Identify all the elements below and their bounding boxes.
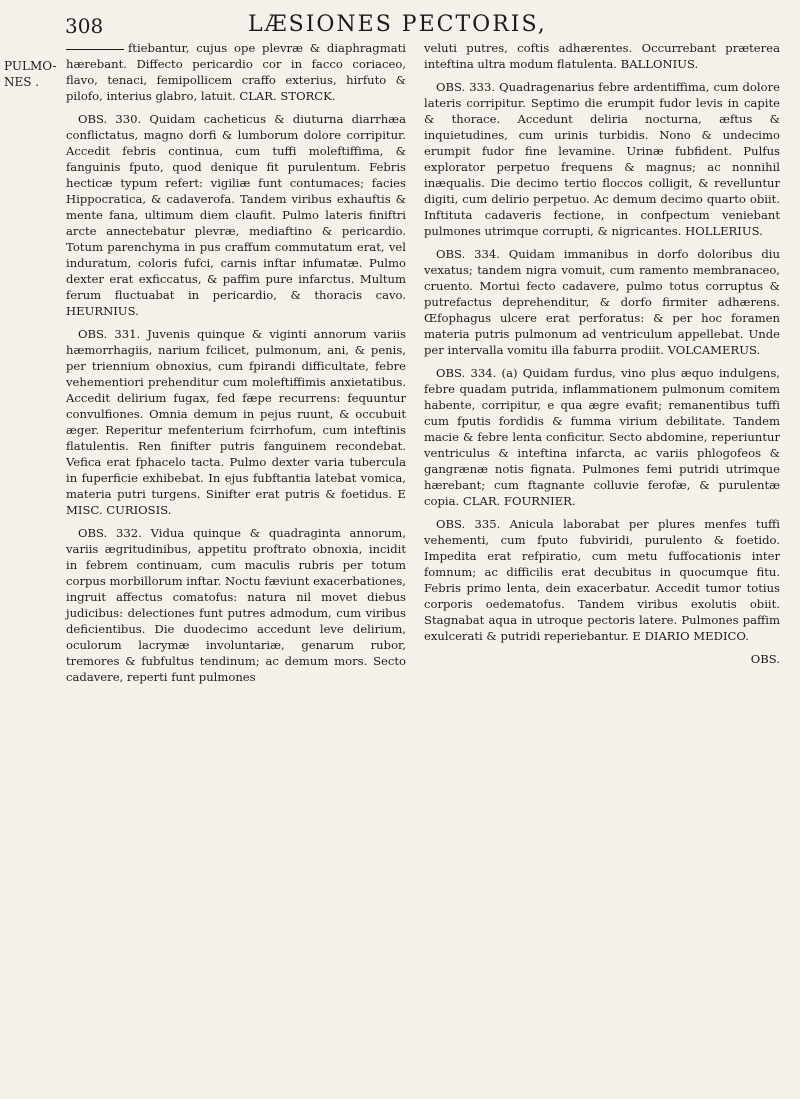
observation-330: OBS. 330. Quidam cacheticus & diuturna diarrhæa conflictatus, magno dorfi & lumborum dolore corripitur. Accedit febris continua, cum tuffi moleftiffima, & fanguinis fputo, quod denique fit purulentum. Febris hecticæ typum refert: vigiliæ funt contumaces; facies Hippocratica, & cadaverofa. Tandem viribus exhauftis & mente fana, ultimum diem claufit. Pulmo lateris finiftri arcte annectebatur plevræ, mediaftino & pericardio. Totum parenchyma in pus craffum commutatum erat, vel induratum, coloris fufci, carnis inftar infumatæ. Pulmo dexter erat exficcatus, & paffim pure infarctus. Multum ferum fluctuabat in pericardio, & thoracis cavo. HEURNIUS. — [66, 112, 406, 318]
paragraph-text: ftiebantur, cujus ope plevræ & diaphragmati hærebant. Diffecto pericardio cor in facco coriaceo, flavo, tenaci, femipollicem craffo exterius, hirfuto & pilofo, interius glabro, latuit. CLAR. STORCK. — [66, 41, 406, 103]
observation-333: OBS. 333. Quadragenarius febre ardentiffima, cum dolore lateris corripitur. Septimo die erumpit fudor levis in capite & thorace. Accedunt deliria nocturna, æftus & inquietudines, cum urinis turbidis. Nono & undecimo erumpit fudor fine levamine. Urinæ fubfident. Pulfus explorator perpetuo frequens & magnus; ac nonnihil inæqualis. Die decimo tertio floccos colligit, & revelluntur digiti, cum delirio perpetuo. Ac demum decimo quarto obiit. Inftituta cadaveris fectione, in confpectum veniebant pulmones utrimque corrupti, & nigricantes. HOLLERIUS. — [424, 80, 780, 238]
margin-note — [4, 58, 57, 90]
page-number: 308 — [65, 14, 104, 38]
continued-paragraph: veluti putres, coftis adhærentes. Occurrebant præterea inteftina ultra modum flatulenta. BALLONIUS. — [424, 41, 780, 71]
catchword: OBS. — [750, 652, 780, 666]
continued-paragraph — [66, 40, 406, 104]
margin-note-line: PULMO- — [4, 59, 57, 73]
page-header — [0, 8, 800, 44]
observation-335: OBS. 335. Anicula laborabat per plures menfes tuffi vehementi, cum fputo fubviridi, purulento & foetido. Impedita erat refpiratio, cum metu fuffocationis inter fomnum; ac difficilis erat decubitus in quocumque fitu. Febris primo lenta, dein exacerbatur. Accedit tumor totius corporis oedematofus. Tandem viribus exolutis obiit. Stagnabat aqua in utroque pectoris latere. Pulmones paffim exulcerati & putridi reperiebantur. E DIARIO MEDICO. — [424, 517, 780, 643]
running-head: LÆSIONES PECTORIS, — [248, 12, 547, 37]
observation-332: OBS. 332. Vidua quinque & quadraginta annorum, variis ægritudinibus, appetitu proftrato obnoxia, incidit in febrem continuam, cum maculis rubris per totum corpus morbillorum inftar. Noctu fæviunt exacerbationes, ingruit affectus comatofus: natura nil movet diebus judicibus: delectiones funt putres admodum, cum viribus deficientibus. Die duodecimo accedunt leve delirium, oculorum lacrymæ involuntariæ, genarum rubor, tremores & fubfultus tendinum; ac demum mors. Secto cadavere, reperti funt pulmones — [66, 526, 406, 684]
margin-note-line: NES . — [4, 75, 40, 89]
observation-334a: OBS. 334. (a) Quidam furdus, vino plus æquo indulgens, febre quadam putrida, inflammationem pulmonum comitem habente, corripitur, e qua ægre evafit; remanentibus tuffi cum fputis fordidis & fumma virium debilitate. Tandem macie & febre lenta conficitur. Secto abdomine, reperiuntur ventriculus & inteftina infarcta, ac variis phlogofeos & gangrænæ notis fignata. Pulmones femi putridi utrimque hærebant; cum ftagnante colluvie ferofæ, & purulentæ copia. CLAR. FOURNIER. — [424, 366, 780, 508]
observation-331: OBS. 331. Juvenis quinque & viginti annorum variis hæmorrhagiis, narium fcilicet, pulmonum, ani, & penis, per triennium obnoxius, cum fpirandi difficultate, febre vehementiori prehenditur cum moleftiffimis anxietatibus. Accedit delirium fugax, fed fæpe recurrens: fequuntur convulfiones. Omnia demum in pejus ruunt, & occubuit æger. Reperitur mefenterium fcirrhofum, cum inteftinis flatulentis. Ren finifter putris fanguinem recondebat. Vefica erat fphacelo tacta. Pulmo dexter varia tubercula in fuperficie exhibebat. In ejus fubftantia latebat vomica, materia putri turgens. Sinifter erat putris & foetidus. E MISC. CURIOSIS. — [66, 327, 406, 517]
left-column — [66, 40, 406, 692]
continuation-rule — [66, 49, 124, 50]
observation-334: OBS. 334. Quidam immanibus in dorfo doloribus diu vexatus; tandem nigra vomuit, cum ramento membranaceo, cruento. Mortui fecto cadavere, pulmo totus corruptus & putrefactus deprehenditur, & dorfo firmiter adhærens. Œfophagus ulcere erat perforatus: & per hoc foramen materia putris pulmonum ad ventriculum appellebat. Unde per intervalla vomitu illa faburra prodiit. VOLCAMERUS. — [424, 247, 780, 357]
right-column — [424, 40, 780, 674]
